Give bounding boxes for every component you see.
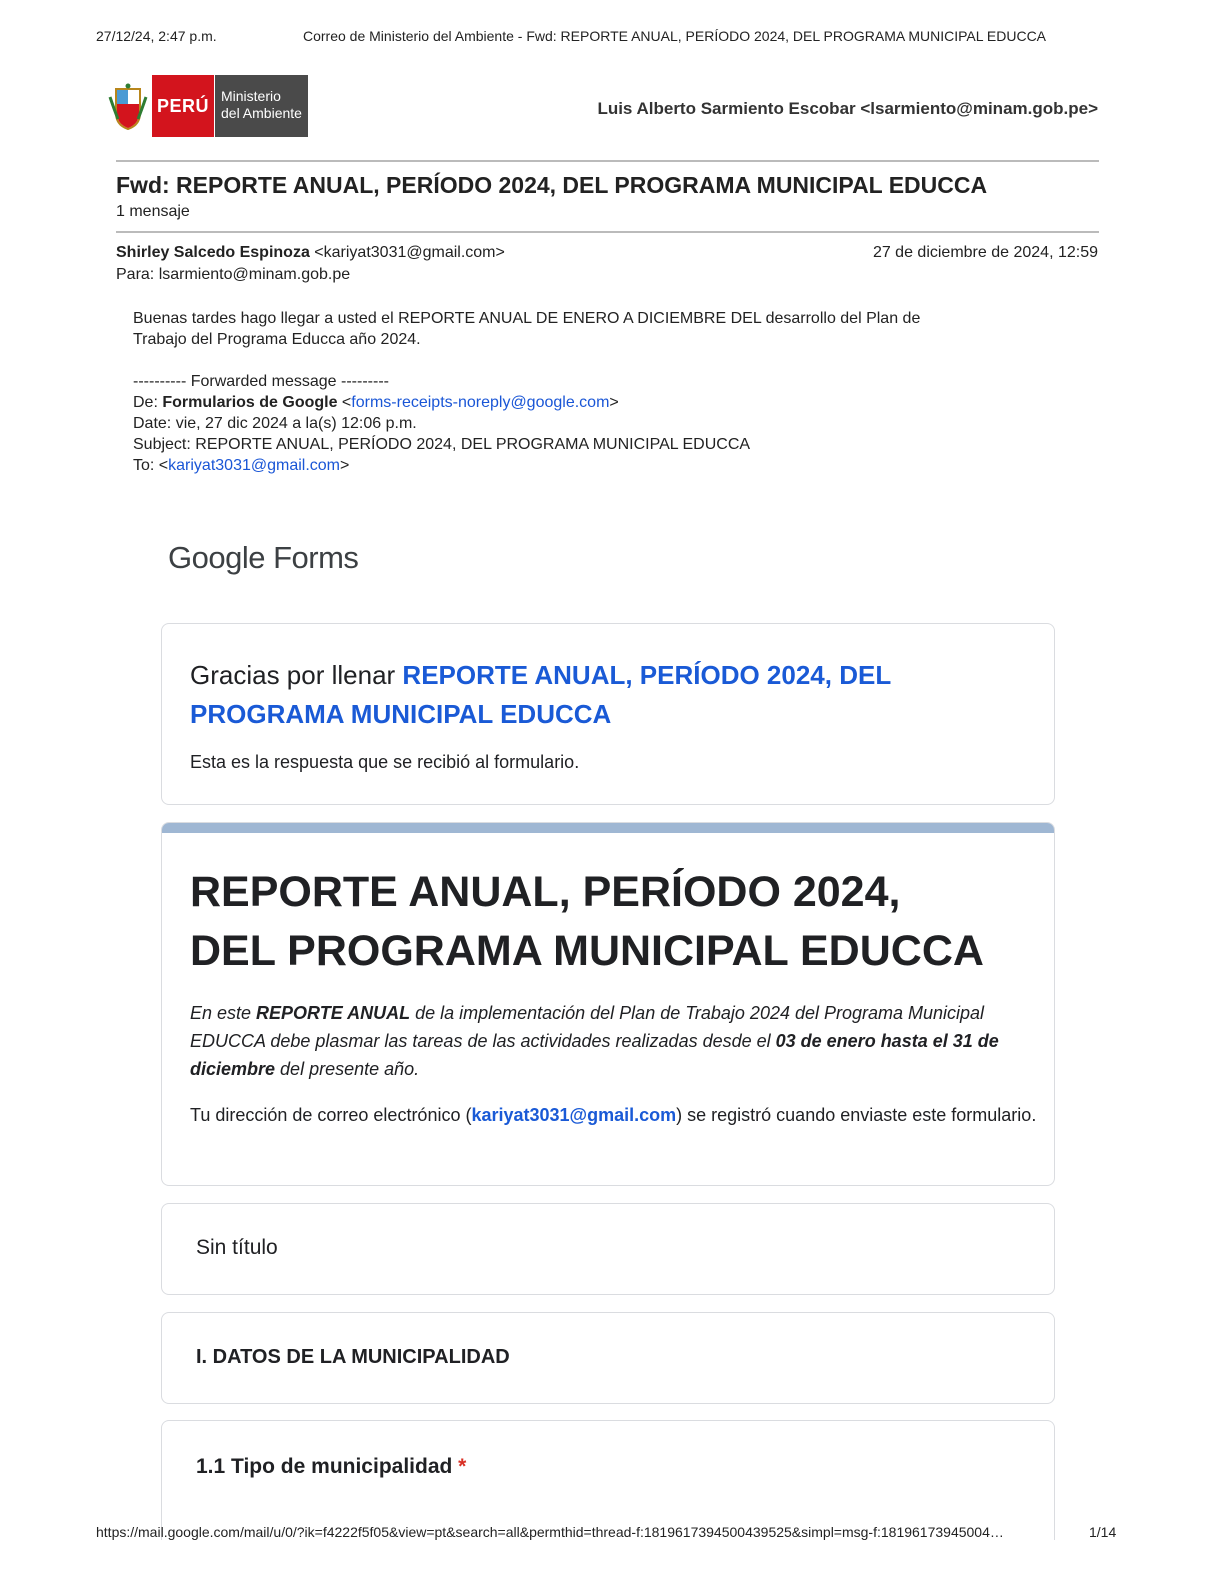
- print-title: Correo de Ministerio del Ambiente - Fwd: REPORTE ANUAL, PERÍODO 2024, DEL PROGRAMA MUNICIPAL EDUCCA: [303, 28, 1047, 44]
- form-title: [190, 863, 1040, 981]
- thanks-heading: [190, 656, 1010, 734]
- thanks-card: [161, 623, 1055, 805]
- forward-to: [133, 455, 750, 476]
- print-datetime: 27/12/24, 2:47 p.m.: [96, 28, 217, 44]
- response-note: Esta es la respuesta que se recibió al formulario.: [190, 752, 580, 772]
- reg-text: Tu dirección de correo electrónico (: [190, 1105, 472, 1125]
- ministry-line-2: del Ambiente: [221, 105, 302, 121]
- form-title-line: DEL PROGRAMA MUNICIPAL EDUCCA: [190, 927, 984, 975]
- forward-from: [133, 392, 750, 413]
- section-card: [161, 1312, 1055, 1404]
- sender-email: <kariyat3031@gmail.com>: [314, 244, 505, 261]
- ministry-line-1: Ministerio: [221, 88, 281, 104]
- desc-text: En este: [190, 1003, 257, 1023]
- ministry-label: [214, 75, 308, 137]
- forward-from-name: Formularios de Google: [162, 394, 338, 411]
- forward-to-email-link[interactable]: kariyat3031@gmail.com: [168, 457, 341, 474]
- minam-logo: [108, 75, 308, 137]
- body-line: Trabajo del Programa Educca año 2024.: [133, 331, 421, 348]
- forwarded-block: [133, 371, 750, 476]
- google-forms-logo: [168, 540, 358, 576]
- form-title-line: REPORTE ANUAL, PERÍODO 2024,: [190, 868, 901, 916]
- untitled-section-title: Sin título: [196, 1236, 278, 1259]
- section-title: I. DATOS DE LA MUNICIPALIDAD: [196, 1346, 510, 1368]
- form-description: [190, 999, 1040, 1083]
- accent-band: [162, 823, 1054, 833]
- message-count: 1 mensaje: [116, 203, 190, 220]
- account-owner: Luis Alberto Sarmiento Escobar <lsarmiento@minam.gob.pe>: [597, 99, 1098, 118]
- body-line: Buenas tardes hago llegar a usted el REPORTE ANUAL DE ENERO A DICIEMBRE DEL desarrollo del Plan de: [133, 310, 921, 327]
- forms-wordmark: Forms: [264, 540, 359, 575]
- forward-to-label: To: <: [133, 457, 169, 474]
- desc-text: de la implementación del Plan de Trabajo 2024 del Programa Municipal EDUCCA debe plasmar las tareas de las actividades realizadas desde el: [190, 1003, 985, 1051]
- desc-bold: REPORTE ANUAL: [256, 1003, 411, 1023]
- divider: [116, 231, 1099, 233]
- required-mark: *: [458, 1455, 467, 1478]
- forward-from-label: De:: [133, 394, 163, 411]
- email-body: [133, 308, 1053, 350]
- page-number: 1/14: [1089, 1524, 1117, 1540]
- divider: [116, 160, 1099, 162]
- recipient-line: Para: lsarmiento@minam.gob.pe: [116, 266, 351, 283]
- question-card: [161, 1420, 1055, 1540]
- registered-email: kariyat3031@gmail.com: [471, 1105, 677, 1125]
- google-wordmark: Google: [168, 540, 265, 575]
- forward-to-close: >: [340, 457, 350, 474]
- forward-from-open: <: [337, 394, 352, 411]
- peru-label: PERÚ: [152, 75, 214, 137]
- untitled-section-card: [161, 1203, 1055, 1295]
- message-date: 27 de diciembre de 2024, 12:59: [872, 244, 1098, 261]
- sender-name: Shirley Salcedo Espinoza: [116, 244, 310, 261]
- reg-text: ) se registró cuando enviaste este formulario.: [676, 1105, 1037, 1125]
- question-title: [196, 1455, 466, 1479]
- forward-date: Date: vie, 27 dic 2024 a la(s) 12:06 p.m.: [133, 415, 417, 432]
- email-subject: Fwd: REPORTE ANUAL, PERÍODO 2024, DEL PROGRAMA MUNICIPAL EDUCCA: [116, 172, 988, 198]
- sender-line: [116, 244, 505, 262]
- forward-from-close: >: [609, 394, 619, 411]
- forward-separator: ---------- Forwarded message ---------: [133, 373, 389, 390]
- form-header-card: [161, 822, 1055, 1186]
- desc-bold: 03 de enero hasta el 31 de diciembre: [190, 1031, 999, 1079]
- print-url: https://mail.google.com/mail/u/0/?ik=f4222f5f05&view=pt&search=all&permthid=thread-f:1819617394500439525&simpl=msg-f:18196173945004…: [96, 1524, 1004, 1540]
- forward-subject: Subject: REPORTE ANUAL, PERÍODO 2024, DEL PROGRAMA MUNICIPAL EDUCCA: [133, 436, 751, 453]
- form-title-link[interactable]: REPORTE ANUAL, PERÍODO 2024, DEL PROGRAMA MUNICIPAL EDUCCA: [190, 660, 891, 729]
- thanks-prefix: Gracias por llenar: [190, 660, 403, 690]
- peru-coat-of-arms-icon: [108, 83, 148, 131]
- email-registered-note: [190, 1101, 1040, 1129]
- question-label: 1.1 Tipo de municipalidad: [196, 1455, 453, 1478]
- desc-text: del presente año.: [275, 1059, 420, 1079]
- forward-from-email-link[interactable]: forms-receipts-noreply@google.com: [351, 394, 610, 411]
